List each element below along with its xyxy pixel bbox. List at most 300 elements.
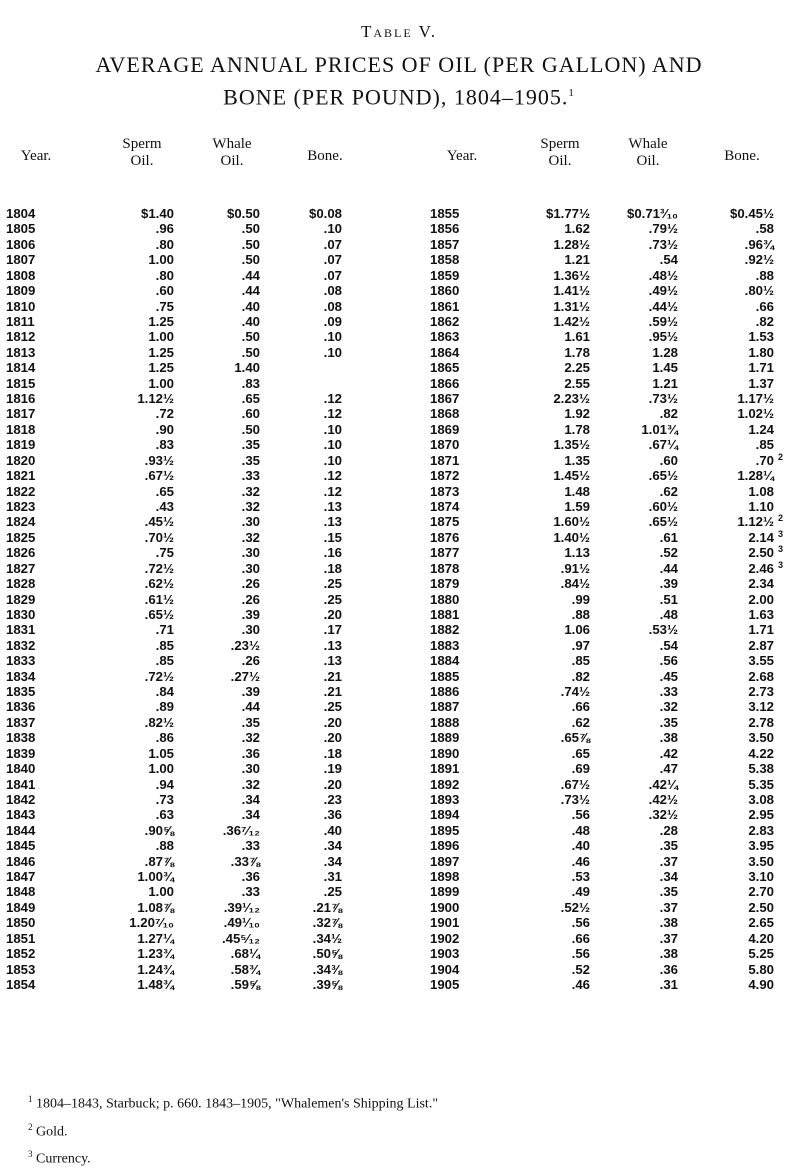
bone-cell: .20	[323, 606, 342, 622]
header-whale-oil	[192, 136, 272, 186]
year-cell: 1888	[430, 714, 460, 730]
whale-oil-cell: .33	[241, 468, 260, 484]
bone-cell: .40	[323, 822, 342, 838]
year-cell: 1838	[6, 730, 36, 746]
sperm-oil-cell: .87⅞	[144, 853, 174, 869]
year-cell: 1881	[430, 606, 460, 622]
header-sperm-line2-right: Oil.	[548, 153, 572, 169]
bone-cell: 1.71	[748, 360, 774, 376]
bone-cell: .32⅞	[312, 915, 342, 931]
sperm-oil-cell: .65	[155, 483, 174, 499]
year-cell: 1804	[6, 206, 36, 221]
whale-oil-cell: .34	[241, 791, 260, 807]
bone-cell: .10	[323, 452, 342, 468]
whale-oil-cell: .50	[241, 421, 260, 437]
sperm-oil-cell: 1.28½	[553, 236, 590, 252]
year-cell: 1843	[6, 807, 36, 823]
whale-oil-cell: .37	[659, 853, 678, 869]
year-cell: 1879	[430, 576, 460, 592]
sperm-oil-cell: 1.62	[564, 221, 590, 237]
whale-oil-cell: .30	[241, 545, 260, 561]
whale-oil-cell: .35	[659, 838, 678, 854]
bone-cell: .07	[323, 236, 342, 252]
year-cell: 1902	[430, 930, 460, 946]
year-cell: 1878	[430, 560, 460, 576]
year-cell: 1817	[6, 406, 36, 422]
header-year: Year.	[20, 148, 52, 164]
whale-oil-cell: .50	[241, 252, 260, 268]
bone-cell: 2.95	[748, 807, 774, 823]
bone-footnote-mark: 3	[778, 559, 784, 570]
header-sperm-line1: Sperm	[122, 136, 162, 152]
whale-oil-cell: .39	[241, 606, 260, 622]
whale-oil-cell: .30	[241, 560, 260, 576]
whale-oil-cell: .42½	[648, 791, 678, 807]
year-cell: 1882	[430, 622, 460, 638]
whale-oil-cell: 1.45	[652, 360, 678, 376]
whale-oil-cell: .32	[659, 699, 678, 715]
year-cell: 1886	[430, 684, 460, 700]
sperm-oil-cell: .43	[155, 498, 174, 514]
whale-oil-cell: .39	[241, 684, 260, 700]
bone-cell: .20	[323, 714, 342, 730]
whale-oil-cell: .95½	[648, 329, 678, 345]
year-cell: 1832	[6, 637, 36, 653]
sperm-oil-cell: .84	[155, 684, 174, 700]
sperm-oil-cell: .56	[571, 915, 590, 931]
sperm-oil-cell: .46	[571, 853, 590, 869]
sperm-oil-cell: .85	[155, 637, 174, 653]
year-cell: 1871	[430, 452, 460, 468]
bone-cell: .09	[323, 313, 342, 329]
bone-cell: .58	[755, 221, 774, 237]
bone-cell: 1.28¼	[737, 468, 774, 484]
bone-cell: .10	[323, 329, 342, 345]
year-cell: 1815	[6, 375, 36, 391]
bone-cell: 5.35	[748, 776, 774, 792]
year-cell: 1808	[6, 267, 36, 283]
whale-oil-cell: .33⅞	[230, 853, 260, 869]
header-whale-line2: Oil.	[220, 153, 244, 169]
year-cell: 1849	[6, 899, 36, 915]
bone-cell: 2.68	[748, 668, 774, 684]
whale-oil-cell: 1.21	[652, 375, 678, 391]
sperm-oil-cell: .75	[155, 298, 174, 314]
whale-oil-cell: 1.28	[652, 344, 678, 360]
subtitle-line-1: AVERAGE ANNUAL PRICES OF OIL (PER GALLON) AND	[95, 52, 703, 77]
sperm-oil-cell: .69	[571, 761, 590, 777]
year-cell: 1893	[430, 791, 460, 807]
whale-oil-cell: .37	[659, 930, 678, 946]
sperm-oil-cell: .97	[571, 637, 590, 653]
header-bone-right: Bone.	[724, 148, 760, 164]
sperm-oil-cell: 1.00	[148, 761, 174, 777]
bone-cell: .18	[323, 560, 342, 576]
sperm-oil-cell: 1.00¾	[137, 869, 174, 885]
sperm-oil-cell: .72½	[144, 560, 174, 576]
sperm-oil-cell: 1.42½	[553, 313, 590, 329]
whale-oil-cell: .50	[241, 221, 260, 237]
whale-oil-cell: .32	[241, 529, 260, 545]
whale-oil-cell: .73½	[648, 236, 678, 252]
sperm-oil-cell: 1.59	[564, 498, 590, 514]
sperm-oil-cell: 1.92	[564, 406, 590, 422]
whale-oil-cell: .35	[241, 714, 260, 730]
whale-oil-cell: .42	[659, 745, 678, 761]
sperm-oil-cell: 1.36½	[553, 267, 590, 283]
bone-cell: .17	[323, 622, 342, 638]
year-cell: 1836	[6, 699, 36, 715]
subtitle-footnote-mark: 1	[568, 87, 575, 99]
bone-cell: .12	[323, 391, 342, 407]
year-cell: 1869	[430, 421, 460, 437]
year-cell: 1833	[6, 653, 36, 669]
whale-oil-cell: .65½	[648, 514, 678, 530]
bone-cell: 2.70	[748, 884, 774, 900]
whale-oil-cell: .50	[241, 344, 260, 360]
year-cell: 1811	[6, 313, 35, 329]
whale-oil-cell: .30	[241, 622, 260, 638]
year-cell: 1903	[430, 946, 460, 962]
whale-oil-cell: .30	[241, 514, 260, 530]
year-cell: 1892	[430, 776, 460, 792]
sperm-oil-cell: 1.78	[564, 344, 590, 360]
whale-oil-cell: .44	[241, 699, 260, 715]
year-cell: 1837	[6, 714, 36, 730]
bone-cell: .10	[323, 344, 342, 360]
sperm-oil-cell: .89	[155, 699, 174, 715]
year-cell: 1889	[430, 730, 460, 746]
bone-cell: 1.02½	[737, 406, 774, 422]
year-cell: 1823	[6, 498, 36, 514]
year-cell: 1861	[430, 298, 460, 314]
whale-oil-cell: .60½	[648, 498, 678, 514]
sperm-oil-cell: 1.27¼	[137, 930, 174, 946]
header-year-right: Year.	[446, 148, 478, 164]
year-cell: 1875	[430, 514, 460, 530]
sperm-oil-cell: 1.21	[564, 252, 590, 268]
year-cell: 1904	[430, 961, 460, 977]
footnote-mark-1: 1	[28, 1094, 33, 1104]
bone-cell: .21⅞	[312, 899, 342, 915]
year-cell: 1824	[6, 514, 36, 530]
year-cell: 1826	[6, 545, 36, 561]
whale-oil-cell: .38	[659, 730, 678, 746]
bone-cell: 1.71	[748, 622, 774, 638]
whale-oil-cell: .44	[241, 267, 260, 283]
whale-oil-cell: .48½	[648, 267, 678, 283]
sperm-oil-cell: .85	[571, 653, 590, 669]
sperm-oil-cell: 1.20⁷⁄₁₀	[129, 915, 174, 931]
bone-cell: 3.12	[748, 699, 774, 715]
whale-oil-cell: .33	[241, 884, 260, 900]
whale-oil-cell: .49¹⁄₁₀	[223, 915, 260, 931]
bone-cell: 1.80	[748, 344, 774, 360]
year-cell: 1874	[430, 498, 460, 514]
bone-cell: 5.80	[748, 961, 774, 977]
year-cell: 1846	[6, 853, 36, 869]
whale-oil-cell: .50	[241, 329, 260, 345]
whale-oil-cell: .34	[241, 807, 260, 823]
whale-oil-cell: .32	[241, 730, 260, 746]
footnotes	[28, 1088, 438, 1171]
sperm-oil-cell: 1.25	[148, 344, 174, 360]
sperm-oil-cell: .40	[571, 838, 590, 854]
bone-cell: .25	[323, 576, 342, 592]
year-cell: 1828	[6, 576, 36, 592]
whale-oil-cell: .82	[659, 406, 678, 422]
bone-cell: .13	[323, 498, 342, 514]
bone-cell: 3.08	[748, 791, 774, 807]
year-cell: 1884	[430, 653, 460, 669]
sperm-oil-cell: .91½	[560, 560, 590, 576]
year-cell: 1868	[430, 406, 460, 422]
sperm-oil-cell: .88	[571, 606, 590, 622]
year-cell: 1865	[430, 360, 460, 376]
table-title: Table V.	[361, 22, 437, 41]
bone-cell: 2.73	[748, 684, 774, 700]
footnote-1	[28, 1088, 438, 1116]
bone-cell: .21	[323, 668, 342, 684]
year-cell: 1805	[6, 221, 36, 237]
sperm-oil-cell: .96	[155, 221, 174, 237]
year-cell: 1899	[430, 884, 460, 900]
whale-oil-cell: .31	[659, 977, 678, 992]
year-cell: 1857	[430, 236, 460, 252]
header-sperm-line1-right: Sperm	[540, 136, 580, 152]
year-cell: 1829	[6, 591, 36, 607]
bone-footnote-mark: 3	[778, 528, 784, 539]
sperm-oil-cell: .67½	[144, 468, 174, 484]
bone-cell: .18	[323, 745, 342, 761]
sperm-oil-cell: 1.23¾	[137, 946, 174, 962]
bone-cell: 5.38	[748, 761, 774, 777]
whale-oil-cell: .40	[241, 298, 260, 314]
year-cell: 1898	[430, 869, 460, 885]
whale-oil-cell: .37	[659, 899, 678, 915]
sperm-oil-cell: 1.61	[564, 329, 590, 345]
sperm-oil-cell: .80	[155, 267, 174, 283]
sperm-oil-cell: .88	[155, 838, 174, 854]
year-cell: 1855	[430, 206, 460, 221]
bone-cell: 2.00	[748, 591, 774, 607]
year-cell: 1856	[430, 221, 460, 237]
year-cell: 1820	[6, 452, 36, 468]
year-cell: 1872	[430, 468, 460, 484]
year-cell: 1819	[6, 437, 36, 453]
whale-oil-cell: .35	[241, 452, 260, 468]
year-cell: 1896	[430, 838, 460, 854]
sperm-oil-cell: .82	[571, 668, 590, 684]
bone-cell: 2.50	[748, 899, 774, 915]
year-cell: 1894	[430, 807, 460, 823]
footnote-text-1: 1804–1843, Starbuck; p. 660. 1843–1905, "Whalemen's Shipping List."	[36, 1096, 439, 1112]
bone-cell: .34½	[312, 930, 342, 946]
bone-cell: .70	[755, 452, 774, 468]
year-cell: 1848	[6, 884, 36, 900]
whale-oil-cell: .54	[659, 252, 678, 268]
year-cell: 1870	[430, 437, 460, 453]
whale-oil-cell: .79½	[648, 221, 678, 237]
sperm-oil-cell: .82½	[144, 714, 174, 730]
whale-oil-cell: .59½	[648, 313, 678, 329]
whale-oil-cell: .65½	[648, 468, 678, 484]
whale-oil-cell: .36	[241, 745, 260, 761]
whale-oil-cell: .61	[659, 529, 678, 545]
bone-cell: 4.22	[748, 745, 774, 761]
bone-cell: 2.65	[748, 915, 774, 931]
year-cell: 1841	[6, 776, 36, 792]
sperm-oil-cell: .62½	[144, 576, 174, 592]
sperm-oil-cell: .72½	[144, 668, 174, 684]
bone-cell: 2.83	[748, 822, 774, 838]
bone-cell: .07	[323, 252, 342, 268]
year-cell: 1854	[6, 977, 36, 992]
year-cell: 1847	[6, 869, 36, 885]
sperm-oil-cell: .63	[155, 807, 174, 823]
bone-cell: .66	[755, 298, 774, 314]
bone-cell: .39⅝	[312, 977, 342, 992]
year-cell: 1897	[430, 853, 460, 869]
footnote-3	[28, 1143, 438, 1171]
whale-oil-cell: .47	[659, 761, 678, 777]
whale-oil-cell: .32	[241, 776, 260, 792]
year-cell: 1809	[6, 283, 36, 299]
year-cell: 1842	[6, 791, 36, 807]
year-cell: 1831	[6, 622, 36, 638]
year-cell: 1825	[6, 529, 36, 545]
whale-oil-cell: .32	[241, 483, 260, 499]
sperm-oil-cell: 1.48¾	[137, 977, 174, 992]
bone-cell: .85	[755, 437, 774, 453]
bone-cell: .16	[323, 545, 342, 561]
bone-cell: 1.53	[748, 329, 774, 345]
bone-cell: .10	[323, 421, 342, 437]
whale-oil-cell: .65	[241, 391, 260, 407]
year-cell: 1862	[430, 313, 460, 329]
bone-cell: .15	[323, 529, 342, 545]
bone-cell: .34⅜	[312, 961, 342, 977]
year-cell: 1834	[6, 668, 36, 684]
bone-cell: .34	[323, 853, 342, 869]
whale-oil-cell: .73½	[648, 391, 678, 407]
whale-oil-cell: .45⁵⁄₁₂	[221, 930, 260, 946]
sperm-oil-cell: .72	[155, 406, 174, 422]
whale-oil-cell: .60	[659, 452, 678, 468]
year-cell: 1887	[430, 699, 460, 715]
bone-cell: 1.08	[748, 483, 774, 499]
bone-cell: .31	[323, 869, 342, 885]
whale-oil-cell: .32	[241, 498, 260, 514]
sperm-oil-cell: .75	[155, 545, 174, 561]
whale-oil-cell: .35	[241, 437, 260, 453]
sperm-oil-cell: .90	[155, 421, 174, 437]
sperm-oil-cell: .70½	[144, 529, 174, 545]
whale-oil-cell: .44	[659, 560, 678, 576]
whale-oil-cell: .35	[659, 714, 678, 730]
whale-oil-cell: $0.50	[226, 206, 260, 221]
sperm-oil-cell: 2.55	[564, 375, 590, 391]
header-bone: Bone.	[307, 148, 343, 164]
bone-cell: .36	[323, 807, 342, 823]
bone-cell: 3.10	[748, 869, 774, 885]
header-whale-line1-right: Whale	[628, 136, 668, 152]
sperm-oil-cell: .52	[571, 961, 590, 977]
bone-cell: .21	[323, 684, 342, 700]
year-cell: 1905	[430, 977, 460, 992]
whale-oil-cell: .23½	[230, 637, 260, 653]
year-cell: 1895	[430, 822, 460, 838]
sperm-oil-cell: 2.23½	[553, 391, 590, 407]
whale-oil-cell: $0.71³⁄₁₀	[627, 206, 678, 221]
whale-oil-cell: .67¼	[648, 437, 678, 453]
sperm-oil-cell: .73½	[560, 791, 590, 807]
whale-oil-cell: .59⅝	[230, 977, 260, 992]
header-sperm-oil	[102, 136, 182, 186]
whale-oil-cell: 1.01¾	[641, 421, 678, 437]
sperm-oil-cell: .62	[571, 714, 590, 730]
whale-oil-cell: .49½	[648, 283, 678, 299]
bone-cell: 2.50	[748, 545, 774, 561]
bone-cell: 4.20	[748, 930, 774, 946]
year-cell: 1860	[430, 283, 460, 299]
year-cell: 1839	[6, 745, 36, 761]
header-whale-oil-right	[608, 136, 688, 186]
whale-oil-cell: .26	[241, 576, 260, 592]
year-cell: 1822	[6, 483, 36, 499]
header-whale-line1: Whale	[212, 136, 252, 152]
sperm-oil-cell: 1.08⅞	[137, 899, 174, 915]
whale-oil-cell: .53½	[648, 622, 678, 638]
year-cell: 1866	[430, 375, 460, 391]
sperm-oil-cell: .65⅞	[560, 730, 590, 746]
bone-cell: 1.37	[748, 375, 774, 391]
whale-oil-cell: .45	[659, 668, 678, 684]
bone-cell: .92½	[744, 252, 774, 268]
sperm-oil-cell: 1.40½	[553, 529, 590, 545]
bone-cell: .08	[323, 283, 342, 299]
bone-cell: 5.25	[748, 946, 774, 962]
whale-oil-cell: .40	[241, 313, 260, 329]
sperm-oil-cell: 1.00	[148, 884, 174, 900]
whale-oil-cell: .39	[659, 576, 678, 592]
bone-cell: .80½	[744, 283, 774, 299]
sperm-oil-cell: .73	[155, 791, 174, 807]
year-cell: 1883	[430, 637, 460, 653]
sperm-oil-cell: .46	[571, 977, 590, 992]
bone-cell: .10	[323, 221, 342, 237]
footnote-text-3: Currency.	[36, 1151, 91, 1167]
year-cell: 1814	[6, 360, 36, 376]
year-cell: 1830	[6, 606, 36, 622]
whale-oil-cell: .36	[241, 869, 260, 885]
sperm-oil-cell: 1.45½	[553, 468, 590, 484]
sperm-oil-cell: .84½	[560, 576, 590, 592]
sperm-oil-cell: .49	[571, 884, 590, 900]
whale-oil-cell: .28	[659, 822, 678, 838]
bone-cell: .12	[323, 483, 342, 499]
sperm-oil-cell: 1.00	[148, 329, 174, 345]
sperm-oil-cell: 1.24¾	[137, 961, 174, 977]
whale-oil-cell: .33	[241, 838, 260, 854]
year-cell: 1818	[6, 421, 36, 437]
bone-cell: 3.50	[748, 853, 774, 869]
bone-cell: .10	[323, 437, 342, 453]
sperm-oil-cell: .56	[571, 807, 590, 823]
sperm-oil-cell: 1.00	[148, 252, 174, 268]
sperm-oil-cell: .93½	[144, 452, 174, 468]
year-cell: 1835	[6, 684, 36, 700]
